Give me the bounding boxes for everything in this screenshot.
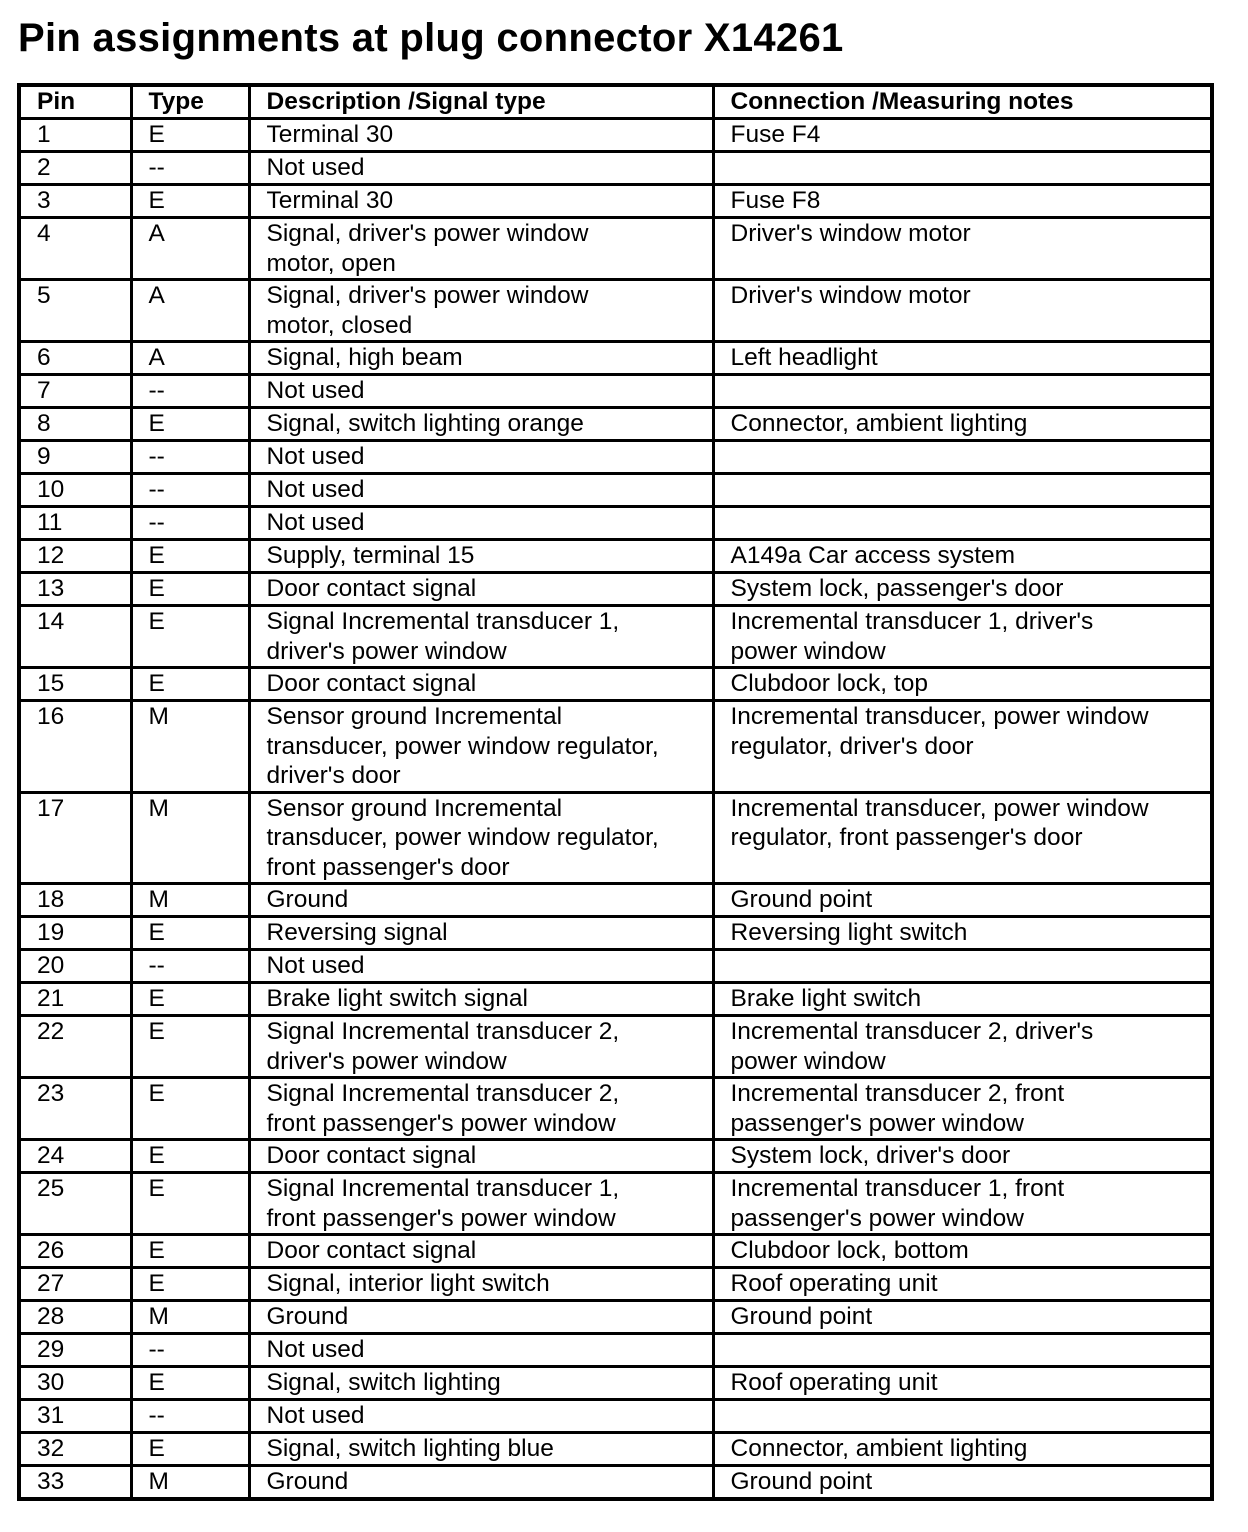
description-cell: Not used: [249, 474, 713, 507]
pin-cell: 18: [19, 884, 131, 917]
pin-cell: 7: [19, 375, 131, 408]
description-cell: Door contact signal: [249, 668, 713, 701]
description-cell: Sensor ground Incremental transducer, power window regulator, driver's door: [249, 701, 713, 793]
pin-assignment-table: [17, 83, 1214, 1501]
table-row: [19, 474, 1212, 507]
connection-cell: Incremental transducer 1, front passenger's power window: [713, 1173, 1212, 1235]
connection-cell: Ground point: [713, 1301, 1212, 1334]
description-cell: Signal, driver's power window motor, closed: [249, 280, 713, 342]
description-cell: Not used: [249, 152, 713, 185]
pin-cell: 25: [19, 1173, 131, 1235]
connection-cell: [713, 950, 1212, 983]
connection-cell: Incremental transducer 1, driver's power window: [713, 606, 1212, 668]
type-cell: --: [131, 950, 249, 983]
pin-cell: 24: [19, 1140, 131, 1173]
description-cell: Brake light switch signal: [249, 983, 713, 1016]
table-header-row: [19, 85, 1212, 119]
table-row: [19, 1301, 1212, 1334]
pin-cell: 19: [19, 917, 131, 950]
connection-cell: Roof operating unit: [713, 1268, 1212, 1301]
table-row: [19, 1268, 1212, 1301]
table-row: [19, 1400, 1212, 1433]
description-cell: Signal, high beam: [249, 342, 713, 375]
type-cell: E: [131, 606, 249, 668]
table-row: [19, 342, 1212, 375]
description-cell: Door contact signal: [249, 573, 713, 606]
connection-cell: Brake light switch: [713, 983, 1212, 1016]
connection-cell: Clubdoor lock, bottom: [713, 1235, 1212, 1268]
header-pin: Pin: [19, 85, 131, 119]
description-cell: Signal Incremental transducer 2, driver's power window: [249, 1016, 713, 1078]
type-cell: E: [131, 573, 249, 606]
description-cell: Door contact signal: [249, 1235, 713, 1268]
connection-cell: Ground point: [713, 884, 1212, 917]
pin-cell: 10: [19, 474, 131, 507]
table-row: [19, 185, 1212, 218]
table-row: [19, 1078, 1212, 1140]
connection-cell: [713, 375, 1212, 408]
type-cell: E: [131, 1173, 249, 1235]
type-cell: E: [131, 1235, 249, 1268]
table-row: [19, 1367, 1212, 1400]
table-row: [19, 606, 1212, 668]
pin-cell: 12: [19, 540, 131, 573]
table-row: [19, 375, 1212, 408]
type-cell: E: [131, 1016, 249, 1078]
pin-cell: 8: [19, 408, 131, 441]
type-cell: E: [131, 1140, 249, 1173]
description-cell: Signal, switch lighting orange: [249, 408, 713, 441]
pin-cell: 3: [19, 185, 131, 218]
table-row: [19, 668, 1212, 701]
pin-cell: 26: [19, 1235, 131, 1268]
type-cell: --: [131, 441, 249, 474]
pin-cell: 1: [19, 119, 131, 152]
connection-cell: Driver's window motor: [713, 218, 1212, 280]
type-cell: M: [131, 1466, 249, 1500]
connection-cell: Fuse F8: [713, 185, 1212, 218]
connection-cell: [713, 1334, 1212, 1367]
connection-cell: Incremental transducer 2, driver's power window: [713, 1016, 1212, 1078]
table-row: [19, 218, 1212, 280]
connection-cell: Fuse F4: [713, 119, 1212, 152]
table-row: [19, 1140, 1212, 1173]
table-row: [19, 573, 1212, 606]
type-cell: M: [131, 1301, 249, 1334]
table-row: [19, 280, 1212, 342]
type-cell: M: [131, 884, 249, 917]
description-cell: Terminal 30: [249, 185, 713, 218]
table-body: [19, 119, 1212, 1500]
type-cell: E: [131, 408, 249, 441]
connection-cell: Roof operating unit: [713, 1367, 1212, 1400]
table-row: [19, 1334, 1212, 1367]
table-row: [19, 441, 1212, 474]
connection-cell: Ground point: [713, 1466, 1212, 1500]
pin-cell: 14: [19, 606, 131, 668]
description-cell: Ground: [249, 884, 713, 917]
type-cell: M: [131, 792, 249, 884]
pin-cell: 4: [19, 218, 131, 280]
header-connection: Connection /Measuring notes: [713, 85, 1212, 119]
description-cell: Signal, driver's power window motor, open: [249, 218, 713, 280]
table-row: [19, 792, 1212, 884]
pin-cell: 16: [19, 701, 131, 793]
table-row: [19, 540, 1212, 573]
connection-cell: [713, 152, 1212, 185]
connection-cell: Reversing light switch: [713, 917, 1212, 950]
description-cell: Signal Incremental transducer 2, front passenger's power window: [249, 1078, 713, 1140]
type-cell: E: [131, 983, 249, 1016]
type-cell: --: [131, 474, 249, 507]
type-cell: E: [131, 917, 249, 950]
pin-cell: 23: [19, 1078, 131, 1140]
type-cell: --: [131, 507, 249, 540]
type-cell: --: [131, 1334, 249, 1367]
table-row: [19, 1235, 1212, 1268]
type-cell: A: [131, 342, 249, 375]
table-row: [19, 507, 1212, 540]
pin-cell: 5: [19, 280, 131, 342]
connection-cell: [713, 507, 1212, 540]
pin-cell: 32: [19, 1433, 131, 1466]
pin-cell: 11: [19, 507, 131, 540]
table-row: [19, 1466, 1212, 1500]
connection-cell: A149a Car access system: [713, 540, 1212, 573]
pin-cell: 33: [19, 1466, 131, 1500]
connection-cell: [713, 441, 1212, 474]
pin-cell: 22: [19, 1016, 131, 1078]
description-cell: Supply, terminal 15: [249, 540, 713, 573]
description-cell: Signal Incremental transducer 1, driver's power window: [249, 606, 713, 668]
table-row: [19, 701, 1212, 793]
type-cell: E: [131, 540, 249, 573]
connection-cell: [713, 1400, 1212, 1433]
connection-cell: Clubdoor lock, top: [713, 668, 1212, 701]
type-cell: A: [131, 218, 249, 280]
table-row: [19, 408, 1212, 441]
type-cell: E: [131, 1268, 249, 1301]
pin-cell: 15: [19, 668, 131, 701]
description-cell: Ground: [249, 1466, 713, 1500]
connection-cell: Incremental transducer 2, front passenger's power window: [713, 1078, 1212, 1140]
description-cell: Not used: [249, 441, 713, 474]
connection-cell: Incremental transducer, power window regulator, driver's door: [713, 701, 1212, 793]
description-cell: Sensor ground Incremental transducer, power window regulator, front passenger's door: [249, 792, 713, 884]
pin-cell: 21: [19, 983, 131, 1016]
connection-cell: System lock, passenger's door: [713, 573, 1212, 606]
type-cell: E: [131, 1433, 249, 1466]
table-row: [19, 119, 1212, 152]
description-cell: Terminal 30: [249, 119, 713, 152]
type-cell: M: [131, 701, 249, 793]
type-cell: A: [131, 280, 249, 342]
description-cell: Not used: [249, 1400, 713, 1433]
type-cell: E: [131, 1367, 249, 1400]
description-cell: Ground: [249, 1301, 713, 1334]
pin-cell: 9: [19, 441, 131, 474]
pin-cell: 30: [19, 1367, 131, 1400]
type-cell: --: [131, 375, 249, 408]
pin-cell: 2: [19, 152, 131, 185]
table-row: [19, 917, 1212, 950]
description-cell: Signal, switch lighting: [249, 1367, 713, 1400]
pin-cell: 17: [19, 792, 131, 884]
description-cell: Door contact signal: [249, 1140, 713, 1173]
type-cell: E: [131, 185, 249, 218]
description-cell: Signal, switch lighting blue: [249, 1433, 713, 1466]
table-row: [19, 950, 1212, 983]
description-cell: Signal Incremental transducer 1, front passenger's power window: [249, 1173, 713, 1235]
connection-cell: Connector, ambient lighting: [713, 408, 1212, 441]
table-row: [19, 1433, 1212, 1466]
pin-cell: 27: [19, 1268, 131, 1301]
table-row: [19, 152, 1212, 185]
description-cell: Signal, interior light switch: [249, 1268, 713, 1301]
description-cell: Not used: [249, 1334, 713, 1367]
connection-cell: Connector, ambient lighting: [713, 1433, 1212, 1466]
header-type: Type: [131, 85, 249, 119]
connection-cell: Driver's window motor: [713, 280, 1212, 342]
description-cell: Reversing signal: [249, 917, 713, 950]
pin-cell: 28: [19, 1301, 131, 1334]
connection-cell: [713, 474, 1212, 507]
pin-cell: 20: [19, 950, 131, 983]
description-cell: Not used: [249, 375, 713, 408]
pin-cell: 6: [19, 342, 131, 375]
connection-cell: System lock, driver's door: [713, 1140, 1212, 1173]
description-cell: Not used: [249, 507, 713, 540]
type-cell: --: [131, 152, 249, 185]
table-row: [19, 1173, 1212, 1235]
table-row: [19, 884, 1212, 917]
type-cell: E: [131, 119, 249, 152]
header-description: Description /Signal type: [249, 85, 713, 119]
type-cell: --: [131, 1400, 249, 1433]
table-row: [19, 1016, 1212, 1078]
table-row: [19, 983, 1212, 1016]
connection-cell: Left headlight: [713, 342, 1212, 375]
type-cell: E: [131, 668, 249, 701]
type-cell: E: [131, 1078, 249, 1140]
description-cell: Not used: [249, 950, 713, 983]
pin-cell: 29: [19, 1334, 131, 1367]
page-title: Pin assignments at plug connector X14261: [18, 16, 844, 60]
pin-cell: 31: [19, 1400, 131, 1433]
connection-cell: Incremental transducer, power window regulator, front passenger's door: [713, 792, 1212, 884]
pin-cell: 13: [19, 573, 131, 606]
